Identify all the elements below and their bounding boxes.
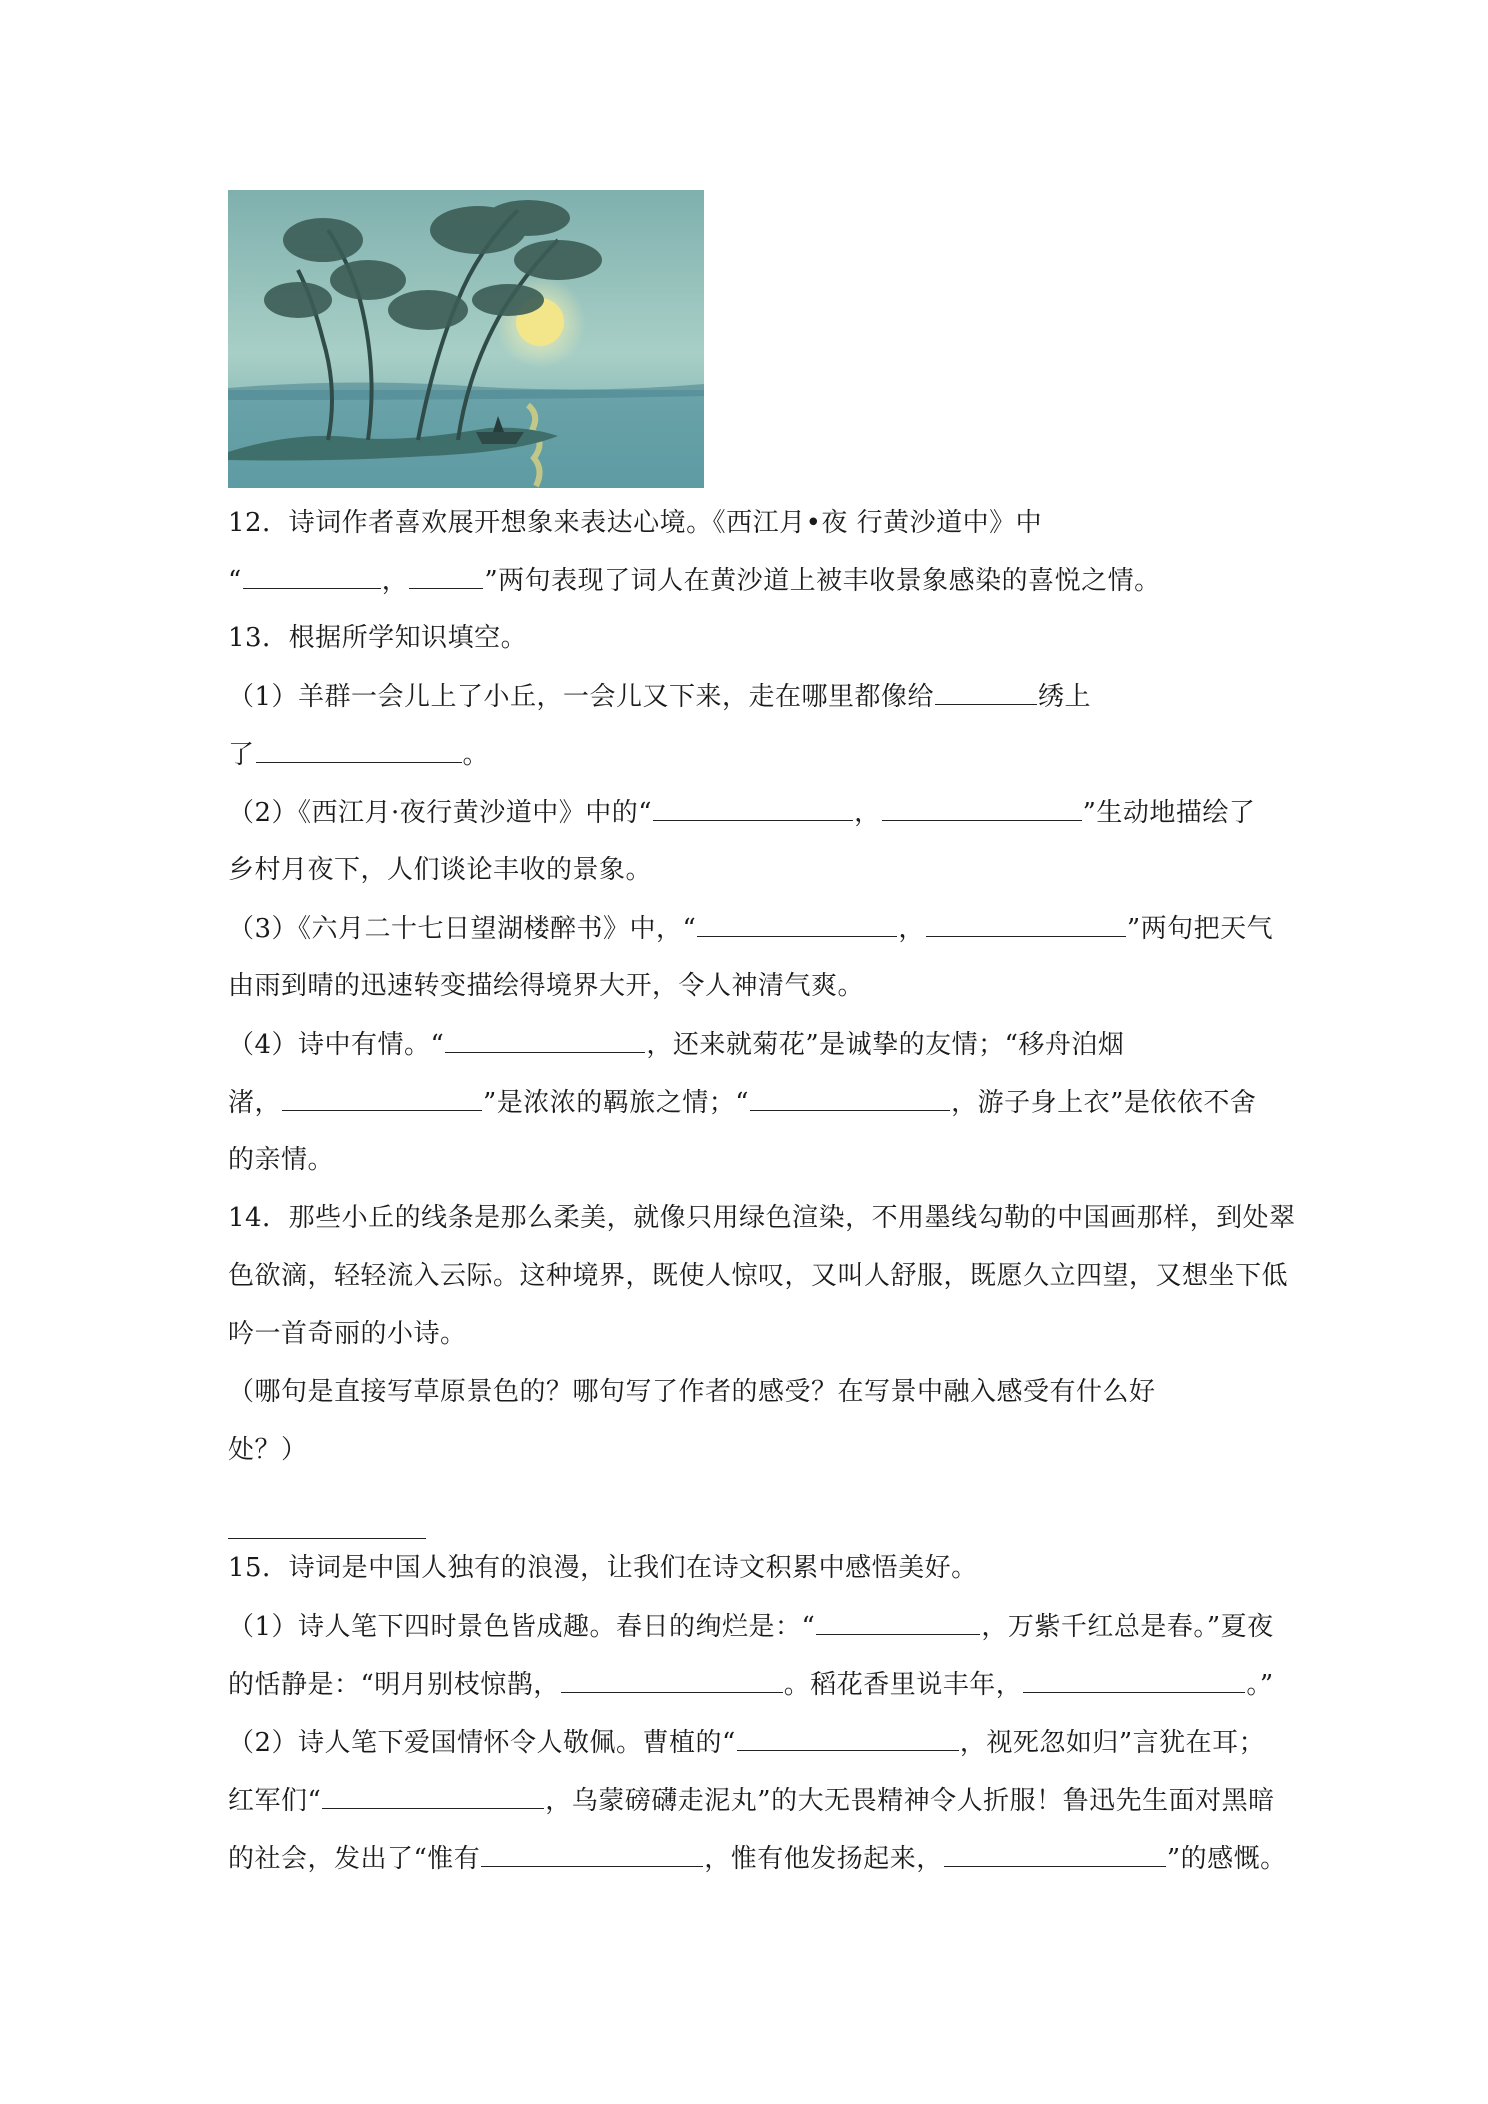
q13-s2-text-c: ”生动地描绘了: [1082, 798, 1256, 828]
q15-s2-text-b: ，视死忽如归”言犹在耳；: [959, 1728, 1266, 1758]
q13-s2-text-b: ，: [854, 798, 881, 828]
q15-s1-blank-2[interactable]: [561, 1666, 783, 1693]
q13-s2-blank-1[interactable]: [653, 794, 853, 821]
q15-s2-text-g: ”的感慨。: [1166, 1844, 1287, 1874]
q13-s4-text-c: 渚，: [228, 1088, 282, 1118]
q13-s1-text-d: 。: [462, 740, 490, 770]
q13-s3-blank-2[interactable]: [926, 910, 1126, 937]
q14-answer-line[interactable]: [228, 1538, 426, 1539]
q12-blank-1[interactable]: [243, 562, 381, 589]
q13-item-2-line-1: [228, 794, 1255, 831]
q15-s1-text-c: 的恬静是：“明月别枝惊鹊，: [228, 1670, 560, 1700]
q14-passage-line-2: 色欲滴，轻轻流入云际。这种境界，既使人惊叹，又叫人舒服，既愿久立四望，又想坐下低: [228, 1261, 1289, 1291]
painting-svg: [228, 190, 704, 488]
q13-s4-text-b: ，还来就菊花”是诚挚的友情；“移舟泊烟: [646, 1030, 1125, 1060]
q15-s1-text-a: （1）诗人笔下四时景色皆成趣。春日的绚烂是：“: [228, 1612, 816, 1642]
q12-text-a: “: [228, 566, 242, 596]
q13-title: 13．根据所学知识填空。: [228, 623, 528, 653]
q14-passage-line-1: 14．那些小丘的线条是那么柔美，就像只用绿色渲染，不用墨线勾勒的中国画那样，到处翠: [228, 1203, 1296, 1233]
q12-text-c: ”两句表现了词人在黄沙道上被丰收景象感染的喜悦之情。: [484, 566, 1161, 596]
q15-item-2-line-3: [228, 1840, 1287, 1877]
q15-s1-text-e: 。”: [1246, 1670, 1274, 1700]
q13-item-1-line-2: [228, 736, 489, 773]
q14-question-line-1: （哪句是直接写草原景色的？哪句写了作者的感受？在写景中融入感受有什么好: [228, 1377, 1156, 1407]
q13-s1-text-b: 绣上: [1038, 682, 1092, 712]
q15-s2-blank-1[interactable]: [737, 1724, 959, 1751]
q13-item-4-line-1: [228, 1026, 1124, 1063]
q15-s1-text-d: 。稻花香里说丰年，: [783, 1670, 1023, 1700]
q12-blank-2[interactable]: [409, 562, 483, 589]
q15-s2-blank-3[interactable]: [481, 1840, 703, 1867]
q15-s2-text-d: ，乌蒙磅礴走泥丸”的大无畏精神令人折服！鲁迅先生面对黑暗: [545, 1786, 1275, 1816]
q14-question-line-2: 处？）: [228, 1435, 308, 1465]
q13-s4-text-e: ，游子身上衣”是依依不舍: [951, 1088, 1257, 1118]
q13-s3-text-b: ，: [898, 914, 925, 944]
q15-s2-text-c: 红军们“: [228, 1786, 322, 1816]
q15-item-1-line-2: [228, 1666, 1274, 1703]
q15-s2-text-f: ，惟有他发扬起来，: [704, 1844, 943, 1874]
q13-s1-blank-2[interactable]: [256, 736, 462, 763]
q15-s1-text-b: ，万紫千红总是春。”夏夜: [981, 1612, 1274, 1642]
q13-s4-text-d: ”是浓浓的羁旅之情；“: [483, 1088, 750, 1118]
q13-item-2-line-2: 乡村月夜下，人们谈论丰收的景象。: [228, 855, 653, 885]
q13-s1-text-c: 了: [228, 740, 255, 770]
q13-item-4-line-2: [228, 1084, 1256, 1121]
q13-item-3-line-2: 由雨到晴的迅速转变描绘得境界大开，令人神清气爽。: [228, 971, 865, 1001]
q13-s3-blank-1[interactable]: [697, 910, 897, 937]
q15-item-1-line-1: [228, 1608, 1274, 1645]
q13-item-1-line-1: [228, 678, 1091, 715]
q13-item-3-line-1: [228, 910, 1273, 947]
q13-item-4-line-3: 的亲情。: [228, 1145, 335, 1175]
q12-line-1: 12．诗词作者喜欢展开想象来表达心境。《西江月•夜 行黄沙道中》中: [228, 508, 1043, 538]
q14-passage-line-3: 吟一首奇丽的小诗。: [228, 1319, 467, 1349]
q13-s1-text-a: （1）羊群一会儿上了小丘，一会儿又下来，走在哪里都像给: [228, 682, 935, 712]
q15-item-2-line-2: [228, 1782, 1275, 1819]
q12-line-2: [228, 562, 1161, 599]
q13-s4-blank-3[interactable]: [750, 1084, 950, 1111]
q15-s1-blank-1[interactable]: [816, 1608, 980, 1635]
q15-s1-blank-3[interactable]: [1023, 1666, 1245, 1693]
q15-s2-blank-2[interactable]: [322, 1782, 544, 1809]
q12-text-b: ，: [381, 566, 409, 596]
q13-s2-blank-2[interactable]: [882, 794, 1082, 821]
q15-title: 15．诗词是中国人独有的浪漫，让我们在诗文积累中感悟美好。: [228, 1553, 978, 1583]
q15-s2-text-a: （2）诗人笔下爱国情怀令人敬佩。曹植的“: [228, 1728, 736, 1758]
q15-item-2-line-1: [228, 1724, 1265, 1761]
q13-s2-text-a: （2）《西江月·夜行黄沙道中》中的“: [228, 798, 653, 828]
q13-s4-blank-2[interactable]: [282, 1084, 482, 1111]
q13-s3-text-c: ”两句把天气: [1126, 914, 1274, 944]
q13-s3-text-a: （3）《六月二十七日望湖楼醉书》中，“: [228, 914, 697, 944]
q13-s4-text-a: （4）诗中有情。“: [228, 1030, 445, 1060]
q15-s2-blank-4[interactable]: [944, 1840, 1166, 1867]
q13-s1-blank-1[interactable]: [935, 678, 1037, 705]
moonlit-river-painting: [228, 190, 704, 488]
q15-s2-text-e: 的社会，发出了“惟有: [228, 1844, 481, 1874]
q13-s4-blank-1[interactable]: [445, 1026, 645, 1053]
